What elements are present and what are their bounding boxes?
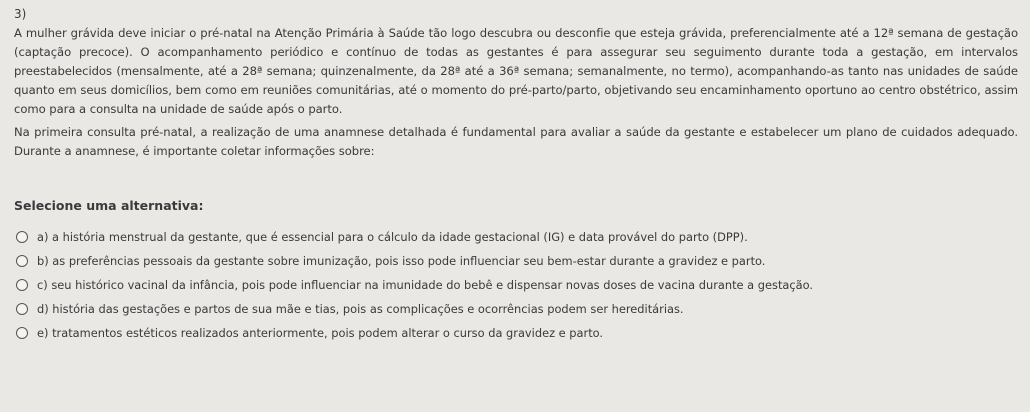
question-number: 3)	[14, 7, 27, 21]
statement-paragraph-2: Na primeira consulta pré-natal, a realização de uma anamnese detalhada é fundamental para avaliar a saúde da gestante e estabelecer um plano de cuidados adequado. Durante a anamnese, é importante coletar informações sobre:	[14, 125, 1018, 158]
alternative-b[interactable]	[16, 249, 1018, 273]
alternative-d-label: d) história das gestações e partos de sua mãe e tias, pois as complicações e ocorrências podem ser hereditárias.	[37, 302, 684, 316]
alternative-e[interactable]	[16, 321, 1018, 345]
alternatives-list	[14, 225, 1018, 345]
alternative-e-label: e) tratamentos estéticos realizados anteriormente, pois podem alterar o curso da gravidez e parto.	[37, 326, 604, 340]
radio-button-e[interactable]	[16, 327, 28, 339]
alternative-d[interactable]	[16, 297, 1018, 321]
radio-button-a[interactable]	[16, 231, 28, 243]
alternative-c[interactable]	[16, 273, 1018, 297]
alternative-c-label: c) seu histórico vacinal da infância, pois pode influenciar na imunidade do bebê e dispensar novas doses de vacina durante a gestação.	[37, 278, 814, 292]
radio-button-b[interactable]	[16, 255, 28, 267]
alternative-b-label: b) as preferências pessoais da gestante sobre imunização, pois isso pode influenciar seu bem-estar durante a gravidez e parto.	[37, 254, 766, 268]
statement-paragraph-1: A mulher grávida deve iniciar o pré-natal na Atenção Primária à Saúde tão logo descubra ou desconfie que esteja grávida, preferencialmente até a 12ª semana de gestação (captação precoce). O acompanhamento periódico e contínuo de todas as gestantes é para assegurar seu seguimento durante toda a gestação, em intervalos preestabelecidos (mensalmente, até a 28ª semana; quinzenalmente, da 28ª até a 36ª semana; semanalmente, no termo), acompanhando-as tanto nas unidades de saúde quanto em seus domicílios, bem como em reuniões comunitárias, até o momento do pré-parto/parto, objetivando seu encaminhamento oportuno ao centro obstétrico, assim como para a consulta na unidade de saúde após o parto.	[14, 26, 1018, 116]
radio-button-d[interactable]	[16, 303, 28, 315]
radio-button-c[interactable]	[16, 279, 28, 291]
question-statement	[14, 24, 1018, 161]
select-alternative-heading: Selecione uma alternativa:	[14, 198, 204, 213]
alternative-a[interactable]	[16, 225, 1018, 249]
alternative-a-label: a) a história menstrual da gestante, que é essencial para o cálculo da idade gestacional (IG) e data provável do parto (DPP).	[37, 230, 748, 244]
